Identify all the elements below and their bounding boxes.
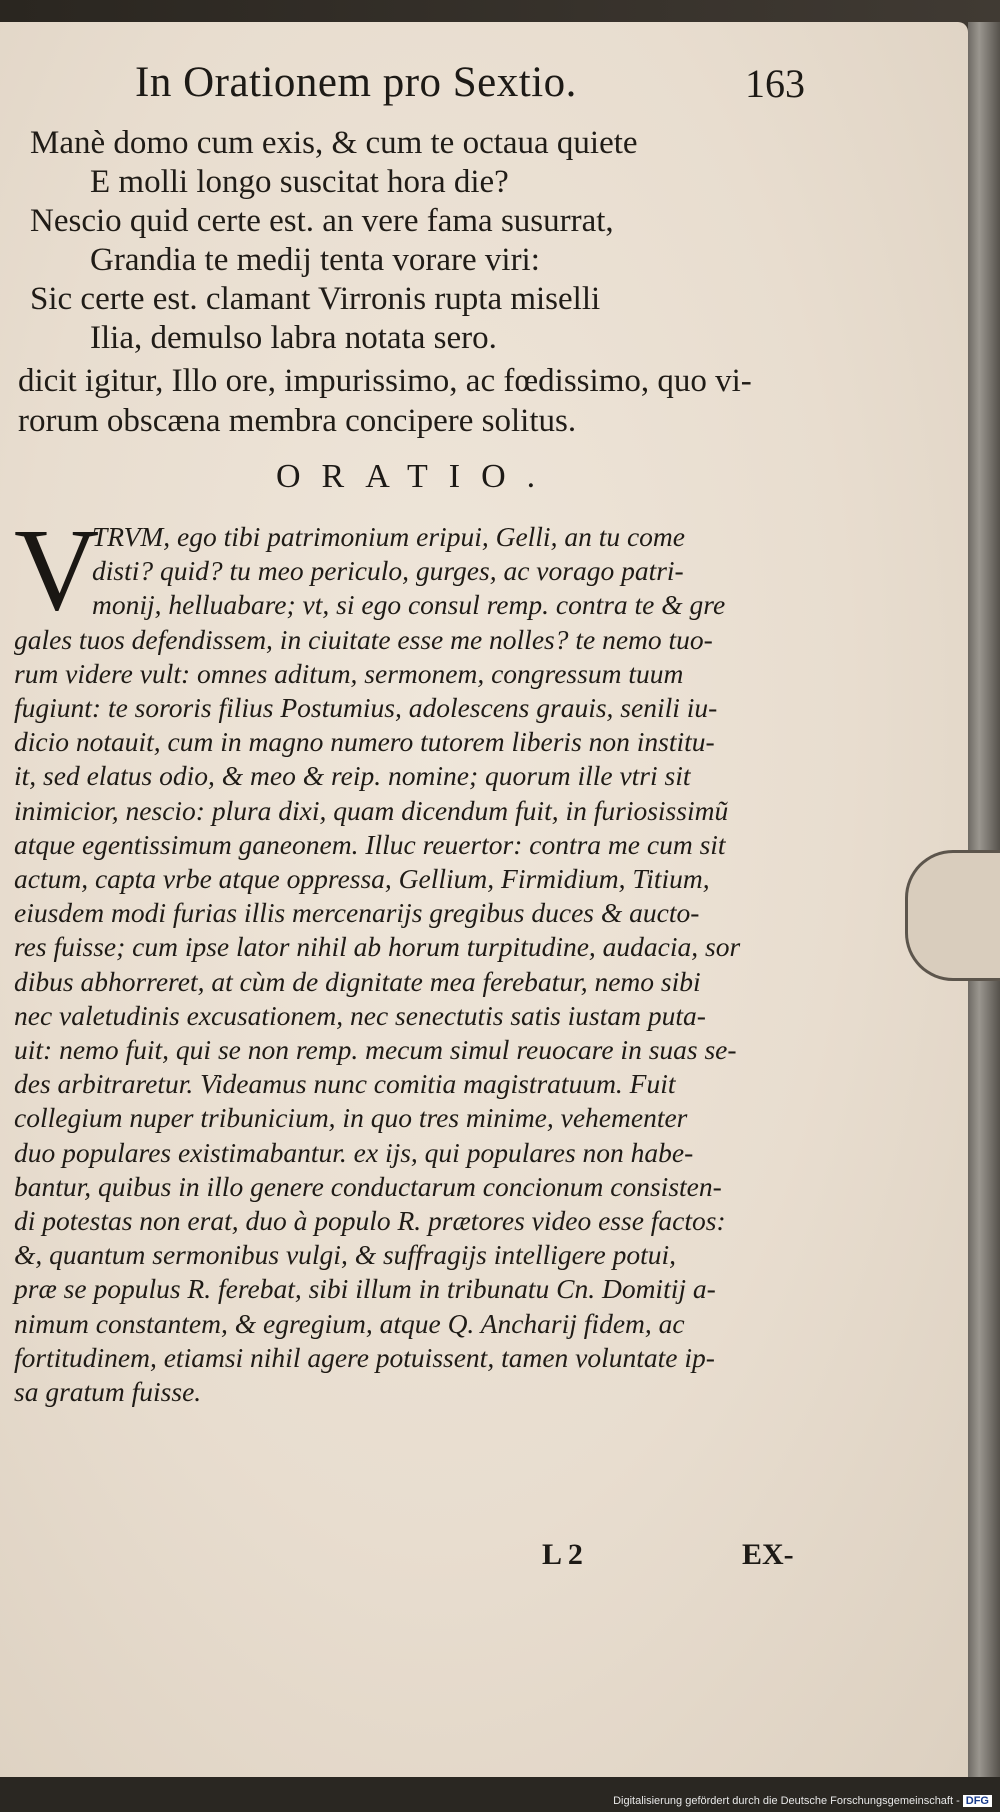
- verse-line: Sic certe est. clamant Virronis rupta miselli: [30, 281, 601, 317]
- oration-line: atque egentissimum ganeonem. Illuc reuertor: contra me cum sit: [14, 828, 726, 860]
- oration-line: it, sed elatus odio, & meo & reip. nomine; quorum ille vtri sit: [14, 760, 691, 792]
- section-title: ORATIO.: [276, 458, 557, 495]
- oration-line: duo populares existimabantur. ex ijs, qui populares non habe-: [14, 1136, 694, 1168]
- verse-block: [30, 124, 830, 358]
- oration-line: nec valetudinis excusationem, nec senectutis satis iustam puta-: [14, 999, 706, 1031]
- oration-line: collegium nuper tribunicium, in quo tres minime, vehementer: [14, 1102, 688, 1134]
- dfg-logo: DFG: [963, 1795, 992, 1807]
- verse-line: E molli longo suscitat hora die?: [90, 164, 509, 200]
- prose-line: dicit igitur, Illo ore, impurissimo, ac fœdissimo, quo vi-: [18, 363, 752, 399]
- credit-text: Digitalisierung gefördert durch die Deutsche Forschungsgemeinschaft -: [613, 1795, 960, 1807]
- oration-line: dibus abhorreret, at cùm de dignitate mea ferebatur, nemo sibi: [14, 965, 701, 997]
- verse-line: Nescio quid certe est. an vere fama susurrat,: [30, 203, 614, 239]
- oration-line: eiusdem modi furias illis mercenarijs gregibus duces & aucto-: [14, 897, 700, 929]
- catchword: EX-: [742, 1538, 794, 1571]
- prose-line: rorum obscæna membra concipere solitus.: [18, 403, 577, 439]
- oration-line: &, quantum sermonibus vulgi, & suffragijs intelligere potui,: [14, 1239, 677, 1271]
- oration-text: [14, 504, 814, 1409]
- oration-line: res fuisse; cum ipse lator nihil ab horum turpitudine, audacia, sor: [14, 931, 741, 963]
- oration-line: uit: nemo fuit, qui se non remp. mecum simul reuocare in suas se-: [14, 1034, 737, 1066]
- verse-line: Grandia te medij tenta vorare viri:: [90, 242, 540, 278]
- signature-mark: L 2: [542, 1538, 583, 1571]
- oration-line: inimicior, nescio: plura dixi, quam dicendum fuit, in furiosissimũ: [14, 794, 729, 826]
- oration-line: gales tuos defendissem, in ciuitate esse me nolles? te nemo tuo-: [14, 623, 713, 655]
- oration-line: bantur, quibus in illo genere conductarum concionum consisten-: [14, 1170, 722, 1202]
- oration-line: monij, helluabare; vt, si ego consul remp. contra te & gre: [92, 589, 726, 621]
- oration-line: di potestas non erat, duo à populo R. prætores video esse factos:: [14, 1205, 726, 1237]
- intro-prose: [18, 361, 808, 441]
- oration-line: disti? quid? tu meo periculo, gurges, ac vorago patri-: [92, 555, 684, 587]
- verse-line: Ilia, demulso labra notata sero.: [90, 320, 497, 356]
- verse-line: Manè domo cum exis, & cum te octaua quiete: [30, 125, 638, 161]
- oration-line: actum, capta vrbe atque oppressa, Gellium, Firmidium, Titium,: [14, 863, 710, 895]
- drop-cap: V: [14, 504, 100, 635]
- oration-line: sa gratum fuisse.: [14, 1376, 202, 1408]
- oration-line: des arbitraretur. Videamus nunc comitia magistratuum. Fuit: [14, 1068, 676, 1100]
- running-head: In Orationem pro Sextio.: [135, 59, 577, 106]
- oration-line: præ se populus R. ferebat, sibi illum in tribunatu Cn. Domitij a-: [14, 1273, 716, 1305]
- page-number: 163: [745, 61, 805, 106]
- oration-line: nimum constantem, & egregium, atque Q. Ancharij fidem, ac: [14, 1307, 685, 1339]
- digitization-credit: [613, 1795, 992, 1807]
- oration-line: fortitudinem, etiamsi nihil agere potuissent, tamen voluntate ip-: [14, 1341, 715, 1373]
- oration-line: dicio notauit, cum in magno numero tutorem liberis non institu-: [14, 726, 715, 758]
- book-clasp: [905, 850, 1000, 981]
- oration-line: rum videre vult: omnes aditum, sermonem, congressum tuum: [14, 657, 684, 689]
- oration-line: TRVM, ego tibi patrimonium eripui, Gelli, an tu come: [92, 521, 685, 552]
- oration-line: fugiunt: te sororis filius Postumius, adolescens grauis, senili iu-: [14, 692, 718, 724]
